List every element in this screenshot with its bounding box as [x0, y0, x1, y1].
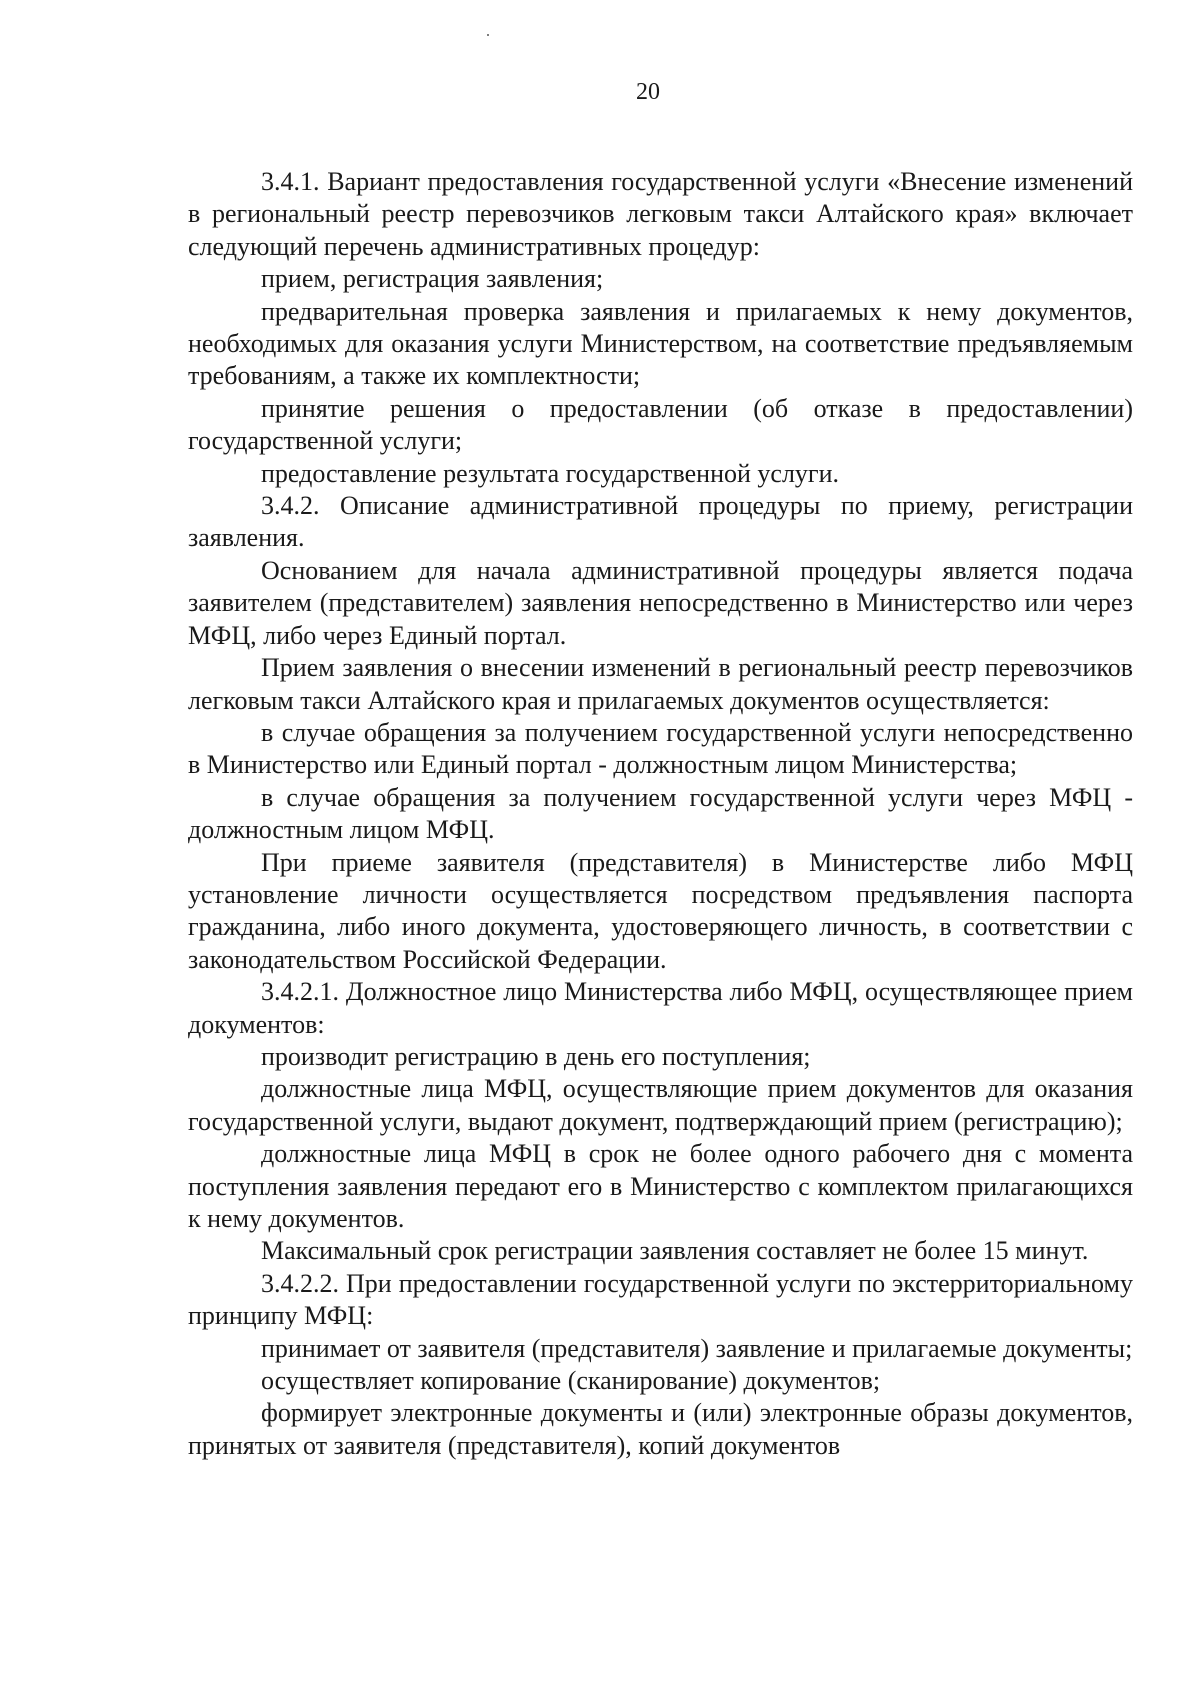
paragraph: 3.4.2. Описание административной процедуры по приему, регистрации заявления.	[188, 491, 1133, 553]
paragraph: принятие решения о предоставлении (об отказе в предоставлении) государственной услуги;	[188, 393, 1133, 456]
paragraph: Максимальный срок регистрации заявления составляет не более 15 минут.	[261, 1236, 1089, 1266]
paragraph: 3.4.2.2. При предоставлении государственной услуги по экстерриториальному принципу МФЦ:	[188, 1268, 1133, 1331]
paragraph: предварительная проверка заявления и прилагаемых к нему документов, необходимых для оказания услуги Министерством, на соответствие предъявляемым требованиям, а также их комплектности;	[188, 296, 1133, 391]
paragraph: предоставление результата государственной услуги.	[261, 458, 840, 488]
document-body	[188, 166, 1133, 1462]
paragraph: 3.4.2.1. Должностное лицо Министерства либо МФЦ, осуществляющее прием документов:	[188, 977, 1133, 1039]
paragraph: Основанием для начала административной процедуры является подача заявителем (представителем) заявления непосредственно в Министерство или через МФЦ, либо через Единый портал.	[188, 555, 1133, 650]
paragraph: должностные лица МФЦ, осуществляющие прием документов для оказания государственной услуги, выдают документ, подтверждающий прием (регистрацию);	[188, 1074, 1133, 1136]
paragraph: в случае обращения за получением государственной услуги непосредственно в Министерство или Единый портал - должностным лицом Министерства;	[188, 717, 1133, 780]
page-number: 20	[636, 79, 660, 105]
paragraph: в случае обращения за получением государственной услуги через МФЦ - должностным лицом МФЦ.	[188, 782, 1133, 845]
paragraph: формирует электронные документы и (или) электронные образы документов, принятых от заявителя (представителя), копий документов	[188, 1398, 1133, 1460]
paragraph: принимает от заявителя (представителя) заявление и прилагаемые документы;	[261, 1333, 1133, 1363]
paragraph: При приеме заявителя (представителя) в Министерстве либо МФЦ установление личности осуществляется посредством предъявления паспорта гражданина, либо иного документа, удостоверяющего личность, в соответствии с законодательством Российской Федерации.	[188, 847, 1133, 974]
paragraph: 3.4.1. Вариант предоставления государственной услуги «Внесение изменений в региональный реестр перевозчиков легковым такси Алтайского края» включает следующий перечень административных процедур:	[188, 167, 1133, 261]
paragraph: производит регистрацию в день его поступления;	[261, 1041, 811, 1071]
paragraph: Прием заявления о внесении изменений в региональный реестр перевозчиков легковым такси Алтайского края и прилагаемых документов осуществляется:	[188, 653, 1133, 715]
paragraph: осуществляет копирование (сканирование) документов;	[261, 1366, 881, 1396]
scan-speck	[487, 34, 489, 36]
paragraph: прием, регистрация заявления;	[261, 264, 604, 294]
paragraph: должностные лица МФЦ в срок не более одного рабочего дня с момента поступления заявления передают его в Министерство с комплектом прилагающихся к нему документов.	[188, 1139, 1133, 1233]
